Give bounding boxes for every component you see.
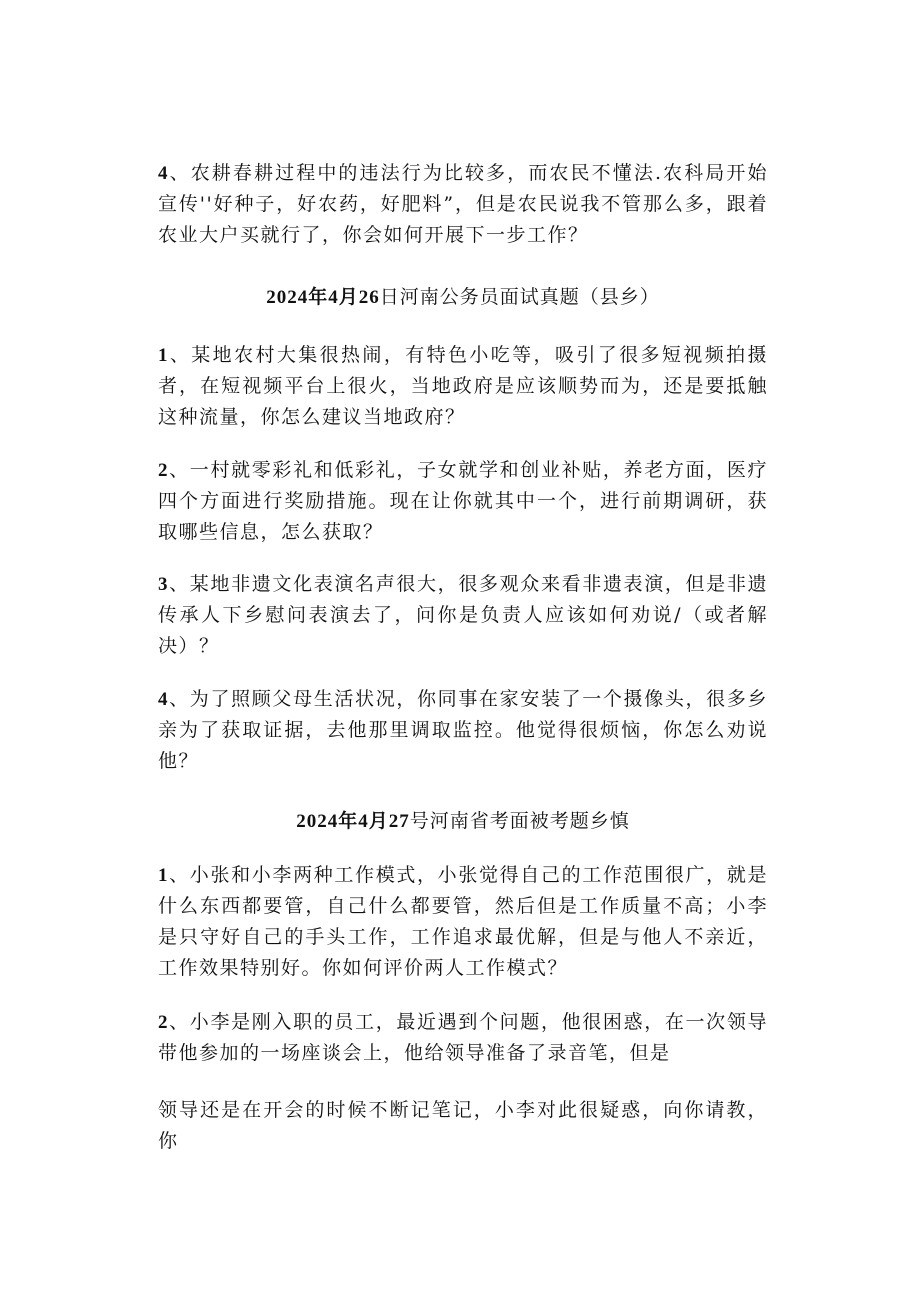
question-paragraph [158, 340, 768, 433]
section-heading [158, 282, 768, 313]
heading-date: 2024年4月26 [266, 287, 380, 308]
question-text: 、某地农村大集很热闹，有特色小吃等，吸引了很多短视频拍摄者，在短视频平台上很火，当地政府是应该顺势而为，还是要抵触这种流量，你怎么建议当地政府？ [158, 344, 768, 428]
heading-text: 号河南省考面被考题乡慎 [409, 810, 630, 832]
question-paragraph [158, 158, 768, 251]
question-paragraph [158, 860, 768, 984]
section-heading [158, 806, 768, 837]
question-number: 1 [158, 865, 169, 886]
question-paragraph [158, 684, 768, 777]
question-number: 1 [158, 345, 169, 366]
heading-date: 2024年4月27 [296, 811, 410, 832]
question-text: 、农耕春耕过程中的违法行为比较多，而农民不懂法.农科局开始宣传''好种子，好农药，好肥料”，但是农民说我不管那么多，跟着农业大户买就行了，你会如何开展下一步工作？ [158, 162, 768, 246]
question-text: 、小李是刚入职的员工，最近遇到个问题，他很困惑，在一次领导带他参加的一场座谈会上，他给领导准备了录音笔，但是 [158, 1011, 768, 1064]
question-number: 4 [158, 689, 169, 710]
question-text: 、小张和小李两种工作模式，小张觉得自己的工作范围很广，就是什么东西都要管，自己什么都要管，然后但是工作质量不高；小李是只守好自己的手头工作，工作追求最优解，但是与他人不亲近，工作效果特别好。你如何评价两人工作模式？ [158, 864, 768, 979]
question-paragraph [158, 569, 768, 662]
question-paragraph [158, 1007, 768, 1069]
question-text: 领导还是在开会的时候不断记笔记，小李对此很疑惑，向你请教，你 [158, 1099, 768, 1152]
heading-text: 日河南公务员面试真题（县乡） [379, 286, 660, 308]
question-number: 4 [158, 163, 169, 184]
question-text: 、一村就零彩礼和低彩礼，子女就学和创业补贴，养老方面，医疗四个方面进行奖励措施。现在让你就其中一个，进行前期调研，获取哪些信息，怎么获取？ [158, 459, 768, 543]
question-number: 2 [158, 1012, 169, 1033]
question-number: 3 [158, 574, 169, 595]
question-text: 、为了照顾父母生活状况，你同事在家安装了一个摄像头，很多乡亲为了获取证据，去他那里调取监控。他觉得很烦恼，你怎么劝说他？ [158, 688, 768, 772]
question-paragraph [158, 455, 768, 548]
question-text: 、某地非遗文化表演名声很大，很多观众来看非遗表演，但是非遗传承人下乡慰问表演去了，问你是负责人应该如何劝说/（或者解决）？ [158, 573, 768, 657]
question-number: 2 [158, 460, 169, 481]
question-paragraph-continued [158, 1095, 768, 1157]
